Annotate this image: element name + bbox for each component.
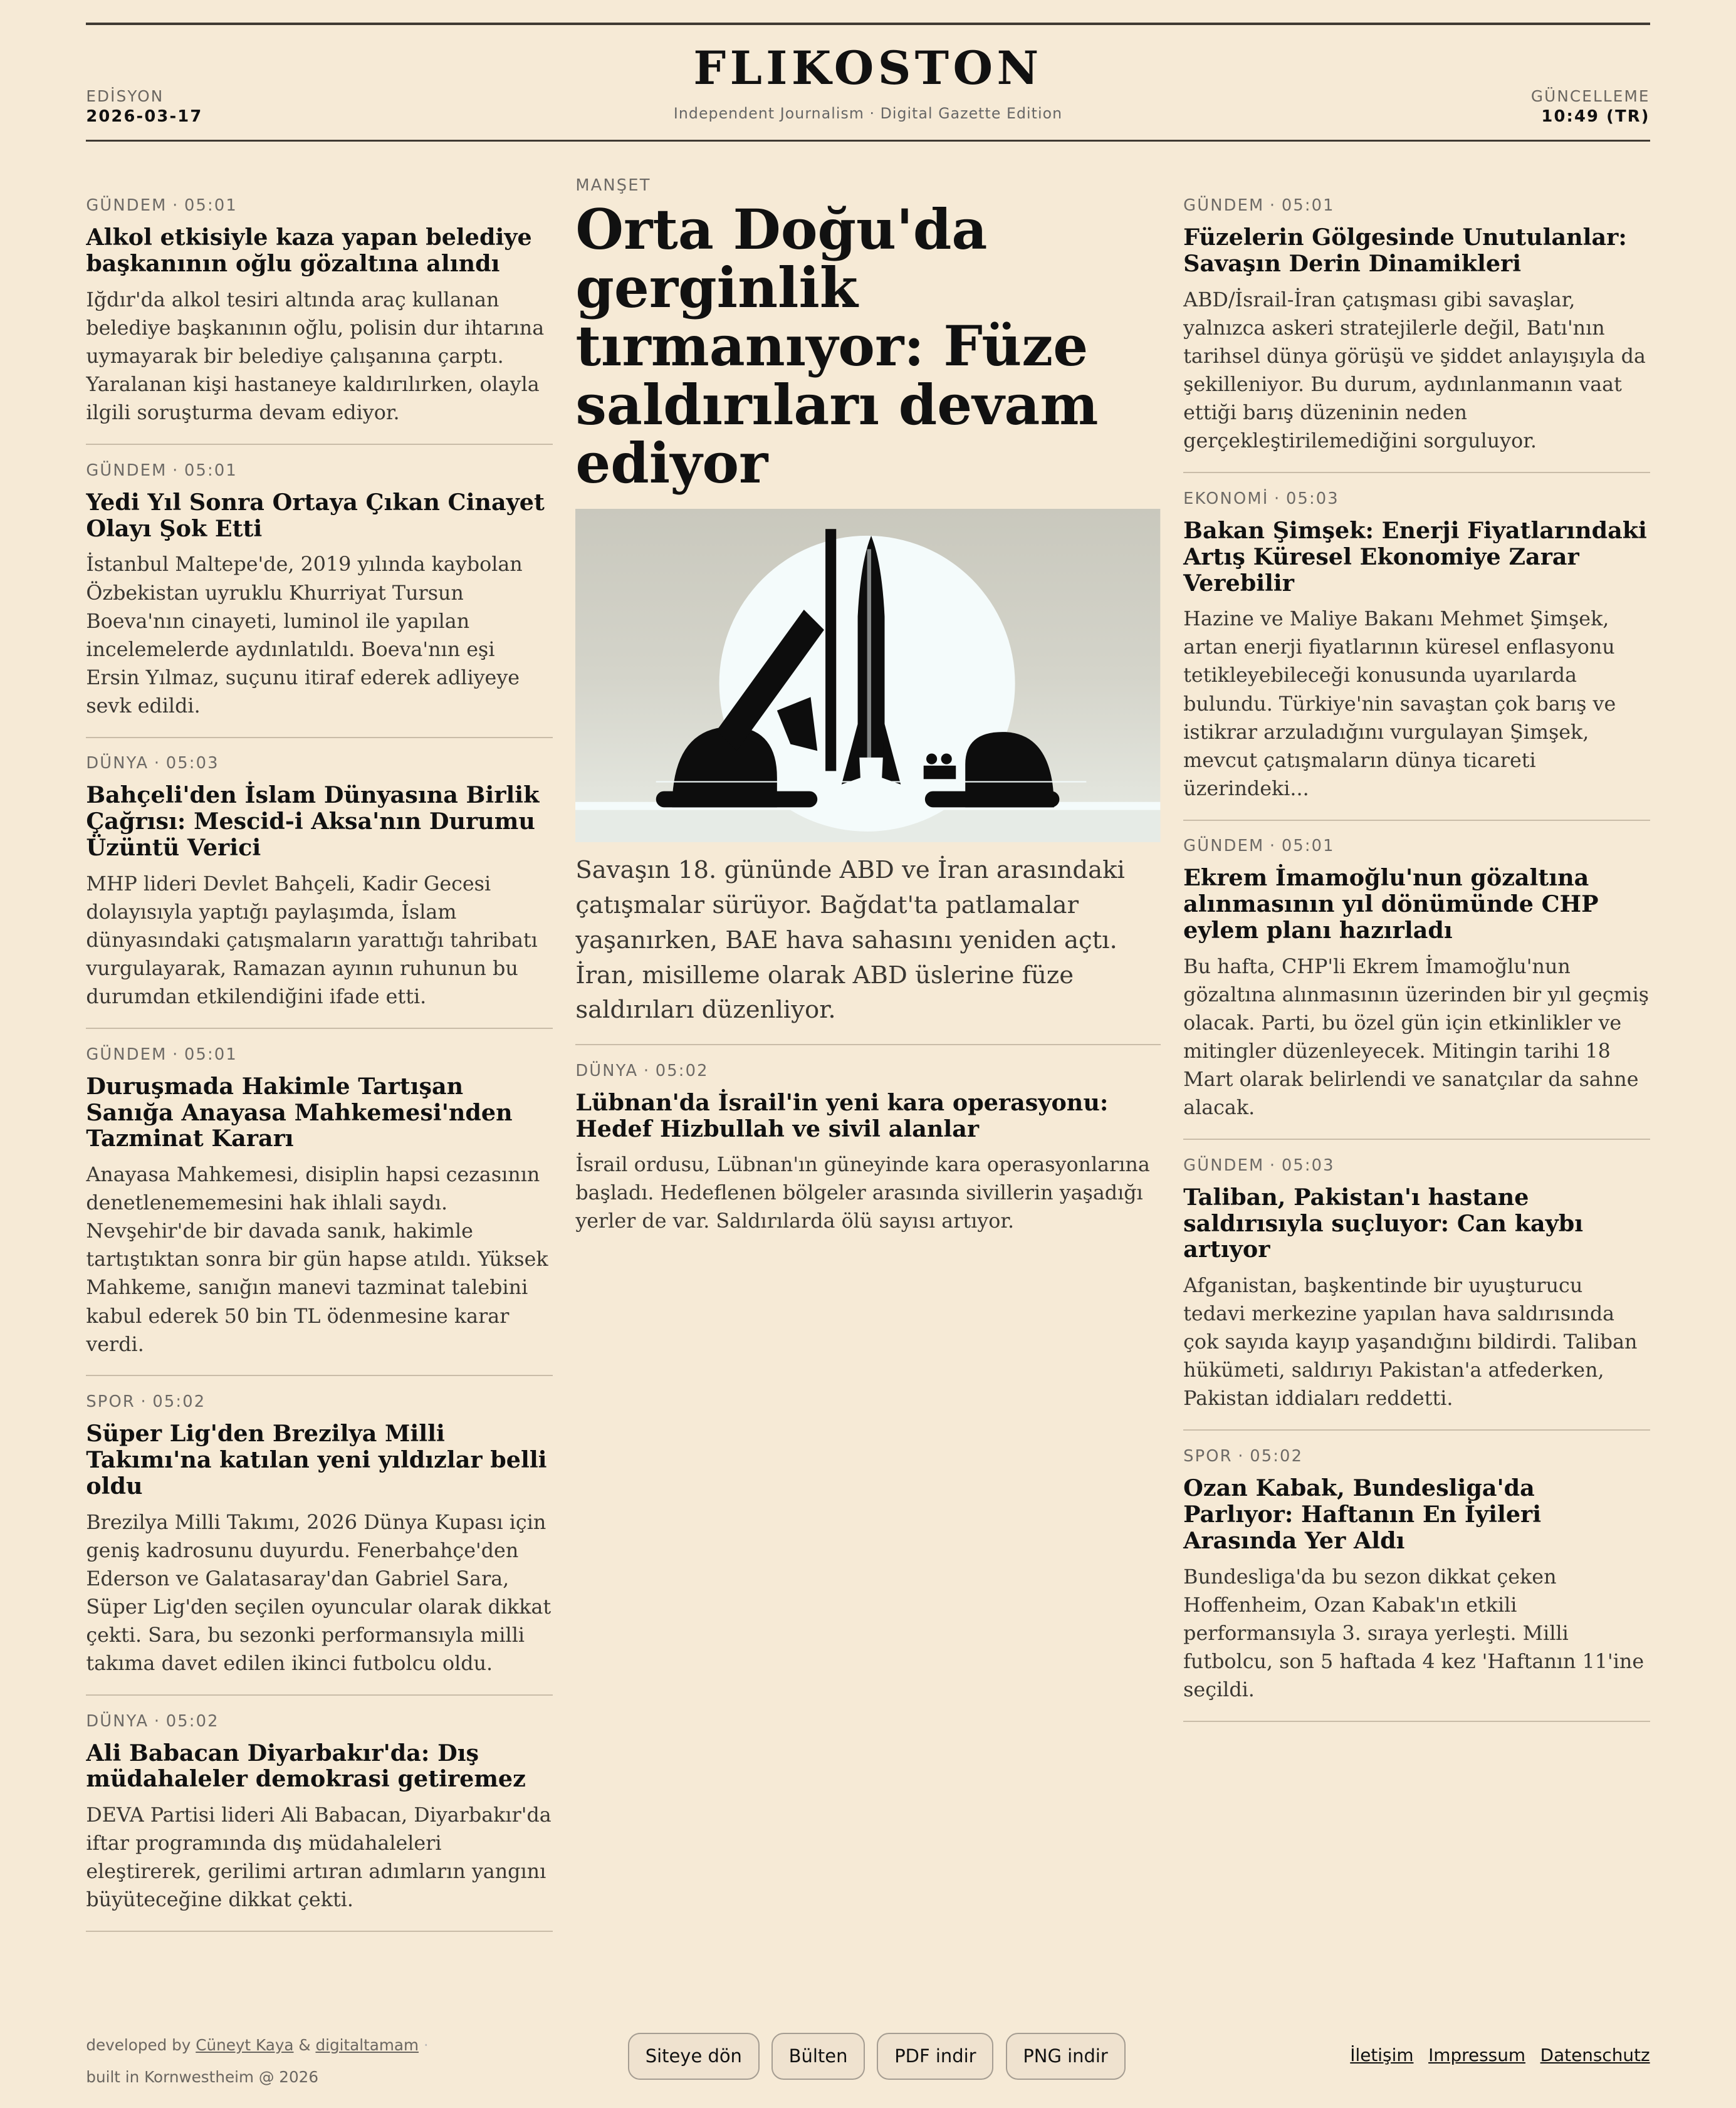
left-column	[86, 188, 553, 1948]
separator: ·	[1269, 196, 1277, 216]
article-item[interactable]	[1183, 1156, 1650, 1431]
article-category: GÜNDEM	[86, 461, 167, 480]
article-time: 05:02	[152, 1392, 206, 1412]
article-meta	[1183, 489, 1650, 508]
partner-link[interactable]: digitaltamam	[315, 2035, 419, 2054]
article-item[interactable]	[86, 1045, 553, 1377]
article-item[interactable]	[86, 461, 553, 738]
article-item[interactable]	[1183, 837, 1650, 1140]
separator: ·	[1274, 489, 1281, 508]
separator: ·	[172, 196, 179, 216]
article-meta	[1183, 196, 1650, 215]
article-item[interactable]	[86, 1392, 553, 1696]
separator: ·	[154, 1711, 161, 1731]
site-logo[interactable]: FLIKOSTON	[693, 41, 1043, 95]
article-meta	[86, 196, 553, 215]
article-time: 05:03	[1281, 1156, 1335, 1175]
article-category: SPOR	[86, 1392, 135, 1412]
article-meta	[86, 461, 553, 480]
article-headline[interactable]: Ozan Kabak, Bundesliga'da Parlıyor: Haftanın En İyileri Arasında Yer Aldı	[1183, 1474, 1542, 1554]
update-label: GÜNCELLEME	[1530, 87, 1650, 106]
article-time: 05:01	[184, 196, 238, 216]
amp-text: &	[298, 2035, 311, 2054]
footer	[86, 2017, 1650, 2097]
article-category: EKONOMİ	[1183, 489, 1269, 508]
article-category: DÜNYA	[86, 1711, 149, 1731]
article-time: 05:01	[1281, 196, 1335, 216]
newsletter-button[interactable]: Bülten	[771, 2033, 865, 2080]
separator: ·	[1269, 1156, 1277, 1175]
article-summary: Hazine ve Maliye Bakanı Mehmet Şimşek, artan enerji fiyatlarının küresel enflasyonu tetikleyebileceği konusunda uyarılarda bulundu. Türkiye'nin savaştan çok barış ve istikrar arzuladığını vurgulayan Şimşek, mevcut çatışmaların dünya ticareti üzerindeki...	[1183, 608, 1616, 800]
update-time: 10:49 (TR)	[1541, 107, 1650, 126]
edition-date: 2026-03-17	[86, 107, 203, 126]
separator: ·	[423, 2035, 429, 2054]
article-headline[interactable]: Ali Babacan Diyarbakır'da: Dış müdahaleler demokrasi getiremez	[86, 1739, 526, 1793]
article-meta	[86, 1712, 553, 1731]
article-category: SPOR	[1183, 1447, 1233, 1466]
article-meta	[1183, 1156, 1650, 1175]
article-meta	[1183, 837, 1650, 855]
separator: ·	[172, 461, 179, 480]
article-summary: ABD/İsrail-İran çatışması gibi savaşlar, yalnızca askeri stratejilerle değil, Batı'nın tarihsel dünya görüşü ve şiddet anlayışıyla da şekilleniyor. Bu durum, aydınlanmanın vaat ettiği barış düzeninin neden gerçekleştirilemediğini sorguluyor.	[1183, 288, 1646, 453]
article-summary: Bu hafta, CHP'li Ekrem İmamoğlu'nun gözaltına alınmasının üzerinden bir yıl geçmiş olacak. Parti, bu özel gün için etkinlikler ve mitingler düzenleyecek. Mitingin tarihi 18 Mart olarak belirlendi ve sanatçılar da sahne alacak.	[1183, 955, 1650, 1120]
article-headline[interactable]: Alkol etkisiyle kaza yapan belediye başkanının oğlu gözaltına alındı	[86, 224, 532, 278]
article-headline[interactable]: Füzelerin Gölgesinde Unutulanlar: Savaşın Derin Dinamikleri	[1183, 224, 1627, 278]
article-summary: Brezilya Milli Takımı, 2026 Dünya Kupası için geniş kadrosunu duyurdu. Fenerbahçe'den Ederson ve Galatasaray'dan Gabriel Sara, Süper Lig'den seçilen oyuncular olarak dikkat çekti. Sara, bu sezonki performansıyla milli takıma davet edilen ikinci futbolcu oldu.	[86, 1511, 552, 1675]
article-headline[interactable]: Yedi Yıl Sonra Ortaya Çıkan Cinayet Olayı Şok Etti	[86, 488, 545, 542]
article-category: GÜNDEM	[1183, 196, 1265, 216]
center-column	[575, 176, 1160, 1268]
privacy-link[interactable]: Datenschutz	[1540, 2045, 1650, 2066]
article-time: 05:02	[1250, 1447, 1304, 1466]
separator: ·	[1269, 837, 1277, 856]
right-column	[1183, 188, 1650, 1738]
article-meta	[86, 1392, 553, 1411]
back-to-site-button[interactable]: Siteye dön	[628, 2033, 760, 2080]
author-link[interactable]: Cüneyt Kaya	[196, 2035, 294, 2054]
lead-kicker: MANŞET	[575, 176, 651, 196]
article-summary: DEVA Partisi lideri Ali Babacan, Diyarbakır'da iftar programında dış müdahaleleri eleştirerek, gerilimi artıran adımların yangını büyüteceğine dikkat çekti.	[86, 1804, 552, 1912]
edition-label: EDİSYON	[86, 87, 164, 106]
update-info	[1531, 87, 1650, 125]
article-category: GÜNDEM	[1183, 837, 1265, 856]
article-time: 05:02	[165, 1711, 219, 1731]
edition-info	[86, 87, 202, 125]
article-summary: MHP lideri Devlet Bahçeli, Kadir Gecesi dolayısıyla yaptığı paylaşımda, İslam dünyasındaki çatışmaların yarattığı tahribatı vurgulayarak, Ramazan ayının ruhunun bu durumdan etkilendiğini ifade etti.	[86, 872, 538, 1009]
footer-links	[1350, 2045, 1650, 2065]
footer-credit	[86, 2029, 428, 2094]
article-time: 05:03	[165, 754, 219, 773]
article-item[interactable]	[1183, 489, 1650, 821]
article-summary: Iğdır'da alkol tesiri altında araç kullanan belediye başkanının oğlu, polisin dur ihtarına uymayarak bir belediye çalışanına çarptı. Yaralanan kişi hastaneye kaldırılırken, olayla ilgili soruşturma devam ediyor.	[86, 288, 545, 425]
article-item[interactable]	[575, 1062, 1160, 1253]
article-headline[interactable]: Ekrem İmamoğlu'nun gözaltına alınmasının yıl dönümünde CHP eylem planı hazırladı	[1183, 864, 1599, 944]
article-item[interactable]	[86, 196, 553, 445]
article-summary: Bundesliga'da bu sezon dikkat çeken Hoffenheim, Ozan Kabak'ın etkili performansıyla 3. sıraya yerleşti. Milli futbolcu, son 5 haftada 4 kez 'Haftanın 11'ine seçildi.	[1183, 1565, 1644, 1701]
article-time: 05:01	[184, 1045, 238, 1064]
article-summary: İsrail ordusu, Lübnan'ın güneyinde kara operasyonlarına başladı. Hedeflenen bölgeler arasında sivillerin yaşadığı yerler de var. Saldırılarda ölü sayısı artıyor.	[575, 1154, 1150, 1233]
article-item[interactable]	[86, 754, 553, 1029]
center-articles	[575, 1044, 1160, 1252]
article-meta	[86, 1045, 553, 1064]
article-headline[interactable]: Bakan Şimşek: Enerji Fiyatlarındaki Artış Küresel Ekonomiye Zarar Verebilir	[1183, 516, 1647, 597]
article-category: GÜNDEM	[1183, 1156, 1265, 1175]
article-headline[interactable]: Duruşmada Hakimle Tartışan Sanığa Anayasa Mahkemesi'nden Tazminat Kararı	[86, 1072, 513, 1152]
article-headline[interactable]: Bahçeli'den İslam Dünyasına Birlik Çağrısı: Mescid-i Aksa'nın Durumu Üzüntü Verici	[86, 781, 540, 861]
article-item[interactable]	[1183, 196, 1650, 473]
article-meta	[86, 754, 553, 773]
article-time: 05:01	[1281, 837, 1335, 856]
article-headline[interactable]: Süper Lig'den Brezilya Milli Takımı'na katılan yeni yıldızlar belli oldu	[86, 1420, 547, 1500]
impressum-link[interactable]: Impressum	[1428, 2045, 1526, 2066]
masthead-bottom-rule	[86, 140, 1650, 142]
article-item[interactable]	[86, 1712, 553, 1933]
article-meta	[1183, 1447, 1650, 1466]
article-headline[interactable]: Taliban, Pakistan'ı hastane saldırısıyla suçluyor: Can kaybı artıyor	[1183, 1183, 1584, 1263]
png-download-button[interactable]: PNG indir	[1006, 2033, 1126, 2080]
article-time: 05:01	[184, 461, 238, 480]
lead-headline[interactable]: Orta Doğu'da gerginlik tırmanıyor: Füze saldırıları devam ediyor	[575, 196, 1099, 496]
separator: ·	[154, 754, 161, 773]
footer-buttons	[628, 2033, 1126, 2080]
article-category: GÜNDEM	[86, 1045, 167, 1064]
article-summary: Afganistan, başkentinde bir uyuşturucu tedavi merkezine yapılan hava saldırısında çok sayıda kayıp yaşandığını bildirdi. Taliban hükümeti, saldırıyı Pakistan'a atfederken, Pakistan iddiaları reddetti.	[1183, 1275, 1638, 1411]
article-category: GÜNDEM	[86, 196, 167, 216]
lead-image	[575, 509, 1160, 842]
masthead	[86, 23, 1650, 141]
separator: ·	[140, 1392, 147, 1412]
article-time: 05:03	[1285, 489, 1339, 508]
article-summary: Anayasa Mahkemesi, disiplin hapsi cezasının denetlenememesini hak ihlali saydı. Nevşehir'de bir davada sanık, hakimle tartıştıktan sonra bir gün hapse atıldı. Yüksek Mahkeme, sanığın manevi tazminat talebini kabul ederek 50 bin TL ödenmesine karar verdi.	[86, 1164, 548, 1356]
article-meta	[575, 1062, 1160, 1080]
separator: ·	[172, 1045, 179, 1064]
separator: ·	[643, 1061, 651, 1080]
built-in-text: built in Kornwestheim @ 2026	[86, 2068, 319, 2087]
article-summary: İstanbul Maltepe'de, 2019 yılında kaybolan Özbekistan uyruklu Khurriyat Tursun Boeva'nın cinayeti, luminol ile yapılan incelemelerde aydınlatıldı. Boeva'nın eşi Ersin Yılmaz, suçunu itiraf ederek adliyeye sevk edildi.	[86, 553, 523, 717]
developed-by-text: developed by	[86, 2035, 191, 2054]
lead-summary: Savaşın 18. gününde ABD ve İran arasındaki çatışmalar sürüyor. Bağdat'ta patlamalar yaşanırken, BAE hava sahasını yeniden açtı. İran, misilleme olarak ABD üslerine füze saldırıları düzenliyor.	[575, 856, 1125, 1025]
pdf-download-button[interactable]: PDF indir	[877, 2033, 993, 2080]
contact-link[interactable]: İletişim	[1350, 2045, 1414, 2066]
article-item[interactable]	[1183, 1447, 1650, 1722]
article-category: DÜNYA	[86, 754, 149, 773]
article-headline[interactable]: Lübnan'da İsrail'in yeni kara operasyonu: Hedef Hizbullah ve sivil alanlar	[575, 1088, 1109, 1142]
separator: ·	[1238, 1447, 1245, 1466]
article-category: DÜNYA	[575, 1061, 639, 1080]
tagline: Independent Journalism · Digital Gazette Edition	[673, 105, 1063, 123]
article-time: 05:02	[655, 1061, 709, 1080]
